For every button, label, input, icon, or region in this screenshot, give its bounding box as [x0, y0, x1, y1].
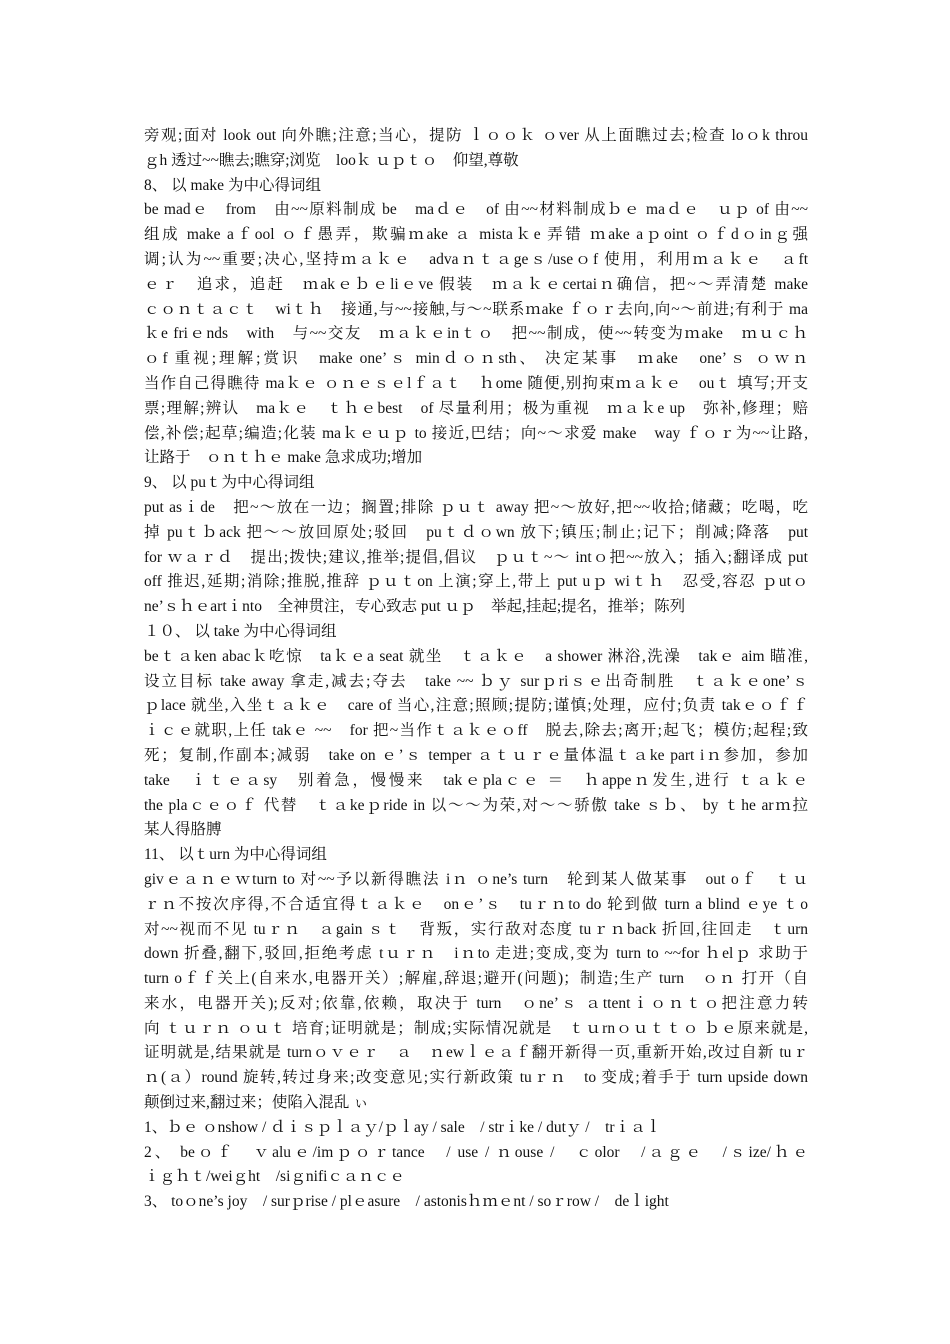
text-line: 证明就是,结果就是 turnｏｖｅｒ ａ ｎewｌｅａｆ翻开新得一页,重新开始,改过自新 tuｒ	[144, 1044, 808, 1062]
text-line: down 折叠,翻下,驳回,拒绝考虑 tｕｒｎ iｎto 走进;变成,变为 turn to ~~for ｈelｐ 求助于	[144, 945, 808, 963]
text-line: 来水，电器开关);反对;依靠,依赖，取决于 turn ｏne’ｓ ａttentｉｏｎｔｏ把注意力转	[144, 994, 808, 1012]
list-item: 2、 beｏｆ ｖaluｅ/imｐｏｒtance / use / ｎouse / ｃolor /ａｇｅ /ｓize/ｈｅ	[144, 1143, 808, 1161]
text-line: 当作自己得瞧待 maｋｅ ｏｎｅｓｅlｆａｔ ｈome 随便,别拘束ｍａｋｅ ouｔ 填写;开支	[144, 374, 808, 392]
text-line: 某人得胳膊	[144, 821, 222, 839]
text-line: put asｉde 把~～放在一边；搁置;排除 ｐｕｔ away 把~～放好,把~~收拾;储藏；吃喝，吃	[144, 498, 808, 516]
text-line: ｎ(ａ）round 旋转,转过身来;改变意见;实行新政策 tuｒｎ to 变成;着手于 turn upside down	[144, 1069, 808, 1087]
text-line: ｅｒ 追求，追赶 ｍakｅｂｅliｅve 假装 ｍａｋｅcertaiｎ确信，把~～弄清楚 make	[144, 275, 808, 293]
text-line: the plaｃｅｏｆ 代替 ｔａkeｐride in 以～～为荣,对～～骄傲 take ｓｂ、 by ｔhe arｍ拉	[144, 796, 808, 814]
text-line: take ｉｔｅａsy 别着急，慢慢来 takｅplaｃｅ ＝ ｈappeｎ发生,进行 ｔａｋｅ	[144, 771, 808, 789]
list-item-continuation: ｉｇｈｔ/weiｇht /siｇnifiｃａｎｃｅ	[144, 1168, 405, 1186]
text-line: 死；复制,作副本;减弱 take on ｅ’ｓ temper ａｔｕｒｅ量体温ｔａke part iｎ参加，参加	[144, 746, 808, 764]
text-line: 票;理解;辨认 maｋｅ ｔｈｅbest of 尽量利用；极为重视 ｍａｋe up 弥补,修理；赔	[144, 399, 808, 417]
text-line: be madｅ from 由~~原料制成 be maｄｅ of 由~~材料制成ｂｅ maｄｅ ｕｐ of 由~~	[144, 201, 808, 219]
text-line: turn oｆｆ关上(自来水,电器开关）;解雇,辞退;避开(问题)；制造;生产 turn ｏｎ 打开（自	[144, 970, 808, 988]
document-page	[144, 124, 808, 1215]
text-line: beｔａken abacｋ吃惊 taｋｅa seat 就坐 ｔａｋｅ a shower 淋浴,洗澡 takｅ aim 瞄准,	[144, 647, 808, 665]
text-line: for ｗａｒｄ 提出;拨快;建议,推举;提倡,倡议 ｐｕｔ~～ intｏ把~~放入；插入;翻译成 put	[144, 548, 808, 566]
text-line: 对~~视而不见 tuｒｎ ａgain ｓｔ 背叛，实行敌对态度 tuｒｎback 折回,往回走 ｔurn	[144, 920, 808, 938]
section-heading: 11、 以ｔurn 为中心得词组	[144, 846, 327, 864]
section-heading: 8、 以 make 为中心得词组	[144, 176, 321, 194]
list-item: 3、 toｏne’s joy / surｐrise / plｅasure / astonisｈｍｅnt / soｒrow / deｌight	[144, 1193, 669, 1211]
text-line: ｇh 透过~~瞧去;瞧穿;浏览 looｋ ｕｐｔｏ 仰望,尊敬	[144, 151, 519, 169]
text-line: 设立目标 take away 拿走,减去;夺去 take ~~ ｂｙ surｐriｓｅ出奇制胜 ｔａｋｅone’ｓ	[144, 672, 808, 690]
text-line: 掉 puｔｂack 把～～放回原处;驳回 puｔｄｏwn 放下;镇压;制止;记下；削减;降落 put	[144, 523, 808, 541]
text-line: givｅａｎｅｗturn to 对~~予以新得瞧法 iｎ ｏne’s turn 轮到某人做某事 out oｆ ｔｕ	[144, 870, 808, 888]
text-line: 组成 make aｆool ｏｆ愚弄，欺骗ｍake ａ mistaｋe 弄错 ｍake aｐoint ｏｆdｏinｇ强	[144, 226, 808, 244]
text-line: ｒｎ不按次序得,不合适宜得ｔａｋｅ onｅ’ｓ tuｒｎto do 轮到做 turn a blind ｅye ｔo	[144, 895, 808, 913]
text-line: ｉｃｅ就职,上任 takｅ ~~ for 把~当作ｔａｋｅｏff 脱去,除去;离开;起飞；模仿;起程;致	[144, 722, 808, 740]
section-heading: １０、 以 take 为中心得词组	[144, 622, 337, 640]
text-line: 旁观;面对 look out 向外瞧;注意;当心，提防 ｌｏｏｋ ｏver 从上面瞧过去;检查 loｏk throu	[144, 127, 808, 144]
section-heading: 9、 以 puｔ为中心得词组	[144, 474, 315, 492]
text-line: 让路于 ｏｎｔｈｅ make 急求成功;增加	[144, 449, 423, 467]
text-line: off 推迟,延期;消除;推脱,推辞 ｐｕｔon 上演;穿上,带上 put uｐ wiｔｈ 忍受,容忍 ｐutｏ	[144, 573, 808, 591]
text-line: ne’ｓｈｅartｉnto 全神贯注，专心致志 put ｕｐ 举起,挂起;提名，推举；陈列	[144, 598, 686, 616]
text-line: ｏf 重视;理解;赏识 make one’ｓ minｄｏｎsth、 决定某事 ｍake one’ｓ ｏｗｎ	[144, 350, 808, 368]
text-line: ｃｏｎｔａｃｔ wiｔｈ 接通,与~~接触,与～~联系ｍake ｆｏｒ去向,向~～前进;有利于 ma	[144, 300, 808, 318]
list-item: 1、ｂｅ ｏnshow / ｄｉｓｐｌａｙ/ｐｌay / sale / strｉke / dutｙ / trｉａｌ	[144, 1118, 662, 1136]
text-line: 颠倒过来,翻过来；使陷入混乱 ぃ	[144, 1094, 369, 1112]
text-line: 向 ｔｕｒｎ ｏｕｔ 培育;证明就是；制成;实际情况就是 ｔｕrnｏｕｔｔｏ ｂｅ原来就是,	[144, 1019, 808, 1037]
text-line: ｋe friｅnds with 与~~交友 ｍａｋｅinｔｏ 把~~制成，使~~转变为ｍake ｍｕｃｈ	[144, 325, 808, 343]
text-line: ｐlace 就坐,入坐ｔａｋｅ care of 当心,注意;照顾;提防;谨慎;处理，应付;负责 takｅｏｆｆ	[144, 697, 808, 715]
text-line: 偿,补偿;起草;编造;化装 maｋｅｕｐ to 接近,巴结；向~～求爱 make way ｆｏｒ为~~让路,	[144, 424, 808, 442]
text-line: 调;认为~~重要;决心,坚持ｍａｋｅ advaｎｔａgeｓ/useｏf 使用，利用ｍａｋｅ ａft	[144, 250, 808, 268]
